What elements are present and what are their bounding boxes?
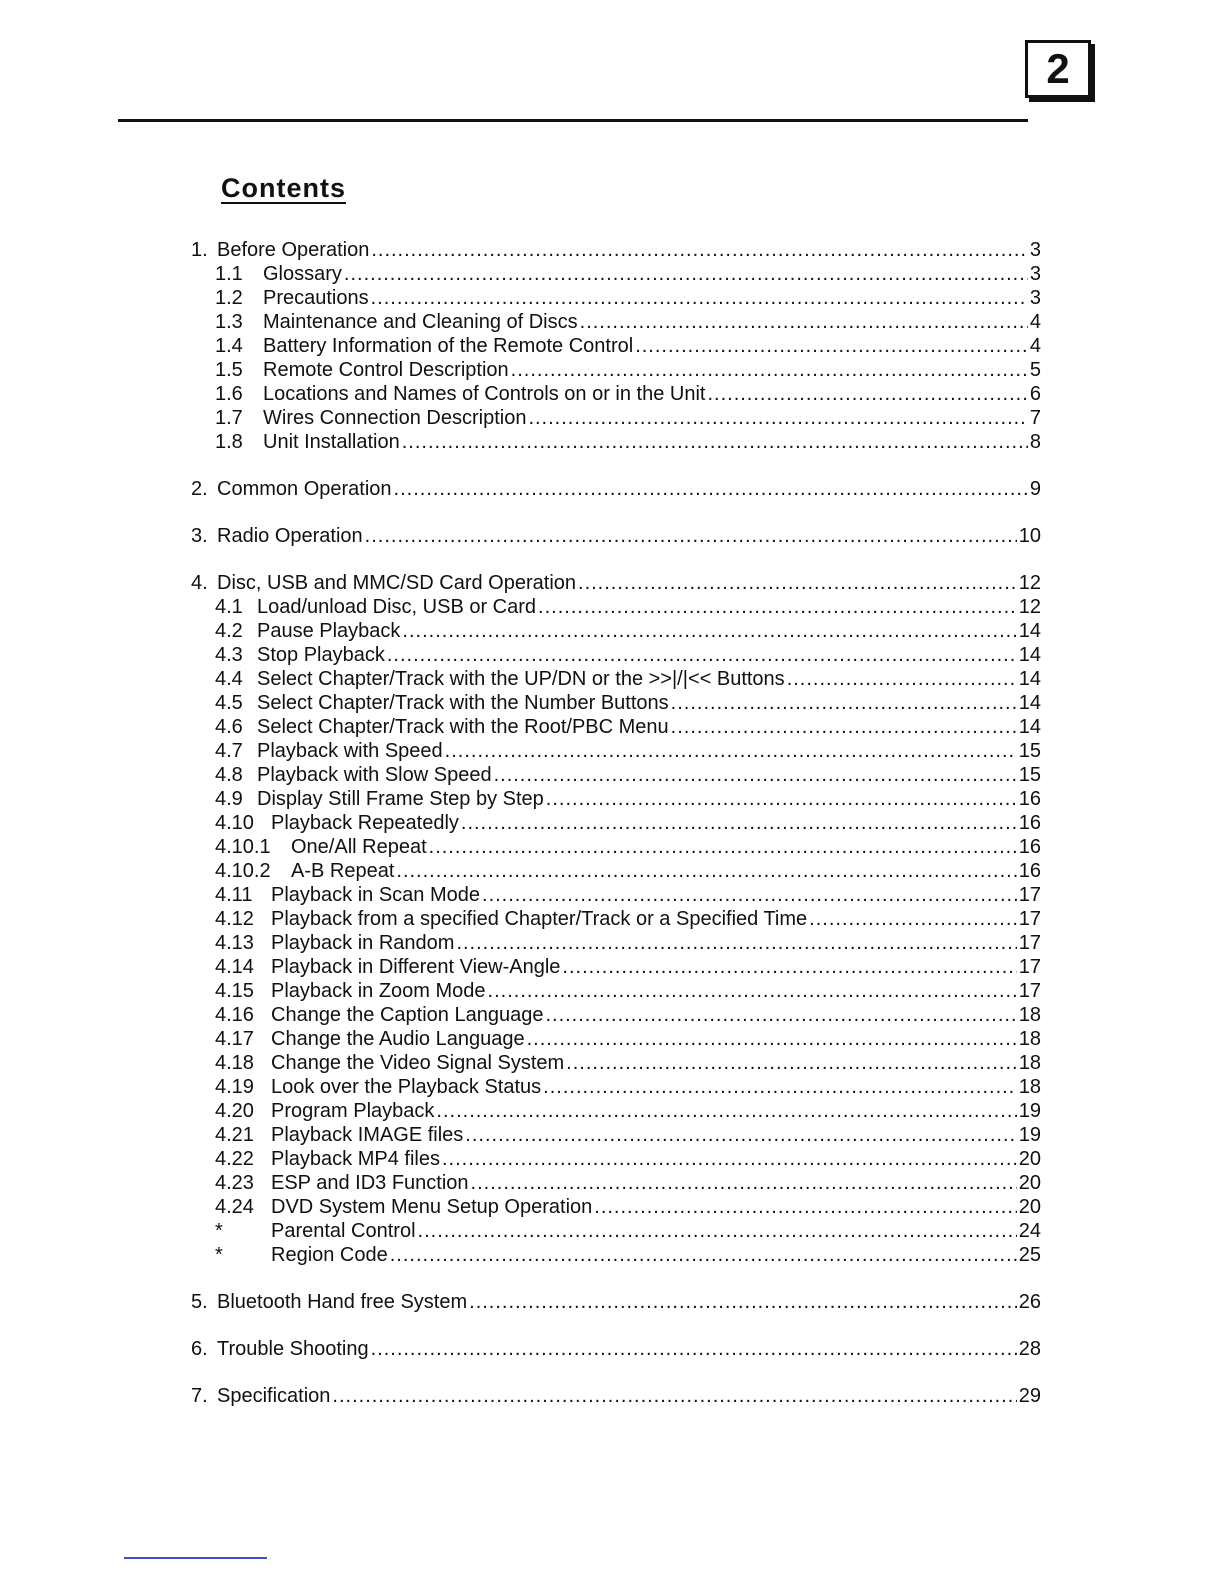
toc-subentry-label: Playback in Scan Mode (271, 884, 481, 906)
toc-leader-dots (396, 859, 1016, 883)
toc-leader-dots (442, 1147, 1017, 1171)
toc-subentry[interactable] (191, 430, 1041, 454)
toc-leader-dots (707, 382, 1027, 406)
toc-subentry-label: Change the Audio Language (271, 1028, 525, 1050)
toc-subentry[interactable] (191, 691, 1041, 715)
toc-entry-number: 1. (191, 239, 208, 261)
toc-entry[interactable] (191, 238, 1041, 262)
toc-entry-number: 5. (191, 1291, 208, 1313)
toc-subentry[interactable] (191, 835, 1041, 859)
toc-subentry-page: 4 (1029, 311, 1041, 333)
toc-subentry-page: 17 (1018, 932, 1041, 954)
toc-subentry[interactable] (191, 406, 1041, 430)
toc-subentry[interactable] (191, 1123, 1041, 1147)
toc-leader-dots (482, 883, 1017, 907)
toc-subentry-page: 15 (1018, 740, 1041, 762)
toc-leader-dots (580, 310, 1028, 334)
table-of-contents (191, 238, 1041, 1431)
toc-subentry-label: Maintenance and Cleaning of Discs (263, 311, 578, 333)
toc-subentry-label: Display Still Frame Step by Step (257, 788, 544, 810)
toc-subentry[interactable] (191, 907, 1041, 931)
toc-subentry-label: Unit Installation (263, 431, 400, 453)
toc-subentry-label: Parental Control (271, 1220, 416, 1242)
toc-subentry[interactable] (191, 643, 1041, 667)
toc-subentry[interactable] (191, 358, 1041, 382)
toc-leader-dots (371, 286, 1028, 310)
toc-subentry-label: Playback with Slow Speed (257, 764, 492, 786)
toc-subentry[interactable] (191, 931, 1041, 955)
toc-subentry-label: Playback in Zoom Mode (271, 980, 486, 1002)
toc-subentry-number: 4.16 (215, 1004, 254, 1026)
toc-section (191, 1337, 1041, 1361)
toc-subentry-number: 4.3 (215, 644, 243, 666)
toc-entry-label: Disc, USB and MMC/SD Card Operation (217, 572, 577, 594)
toc-subentry-page: 16 (1018, 812, 1041, 834)
toc-subentry[interactable] (191, 1219, 1041, 1243)
toc-subentry-page: 24 (1018, 1220, 1041, 1242)
toc-subentry-label: Glossary (263, 263, 342, 285)
toc-leader-dots (344, 262, 1028, 286)
toc-subentry-number: 4.9 (215, 788, 243, 810)
toc-subentry-number: 4.17 (215, 1028, 254, 1050)
toc-leader-dots (578, 571, 1017, 595)
toc-subentry-page: 20 (1018, 1172, 1041, 1194)
toc-leader-dots (371, 238, 1028, 262)
toc-entry-page: 29 (1018, 1385, 1041, 1407)
toc-entry-page: 3 (1029, 239, 1041, 261)
toc-subentry-page: 18 (1018, 1028, 1041, 1050)
toc-subentry-number: 4.18 (215, 1052, 254, 1074)
page-number-badge: 2 (1025, 40, 1091, 98)
toc-subentry-label: Region Code (271, 1244, 388, 1266)
toc-leader-dots (671, 715, 1017, 739)
toc-subentry[interactable] (191, 1195, 1041, 1219)
toc-entry-number: 2. (191, 478, 208, 500)
toc-subentry-page: 20 (1018, 1196, 1041, 1218)
toc-entry-label: Bluetooth Hand free System (217, 1291, 468, 1313)
toc-leader-dots (787, 667, 1017, 691)
toc-entry-label: Common Operation (217, 478, 392, 500)
toc-subentry-label: Locations and Names of Controls on or in the Unit (263, 383, 706, 405)
toc-subentry[interactable] (191, 1099, 1041, 1123)
toc-subentry-page: 17 (1018, 980, 1041, 1002)
toc-leader-dots (543, 1075, 1017, 1099)
toc-entry-page: 26 (1018, 1291, 1041, 1313)
toc-subentry[interactable] (191, 1003, 1041, 1027)
toc-entry-number: 4. (191, 572, 208, 594)
toc-subentry-number: * (215, 1244, 223, 1266)
toc-subentry-number: 4.7 (215, 740, 243, 762)
toc-subentry-page: 5 (1029, 359, 1041, 381)
toc-section (191, 238, 1041, 454)
toc-subentry-number: 4.23 (215, 1172, 254, 1194)
toc-entry-page: 9 (1029, 478, 1041, 500)
toc-leader-dots (402, 430, 1028, 454)
toc-subentry-label: Playback from a specified Chapter/Track or a Specified Time (271, 908, 808, 930)
toc-leader-dots (387, 643, 1017, 667)
toc-leader-dots (436, 1099, 1016, 1123)
toc-subentry-label: A-B Repeat (291, 860, 395, 882)
toc-subentry-number: 4.10 (215, 812, 254, 834)
toc-subentry[interactable] (191, 619, 1041, 643)
toc-subentry[interactable] (191, 739, 1041, 763)
toc-section (191, 1290, 1041, 1314)
toc-subentry[interactable] (191, 715, 1041, 739)
toc-subentry-page: 16 (1018, 836, 1041, 858)
toc-leader-dots (469, 1290, 1017, 1314)
toc-leader-dots (456, 931, 1016, 955)
toc-subentry-number: 1.8 (215, 431, 243, 453)
toc-entry[interactable] (191, 571, 1041, 595)
toc-subentry[interactable] (191, 955, 1041, 979)
toc-leader-dots (332, 1384, 1016, 1408)
toc-leader-dots (546, 787, 1017, 811)
toc-subentry-number: 1.6 (215, 383, 243, 405)
toc-subentry-number: 4.1 (215, 596, 243, 618)
toc-subentry-label: Playback IMAGE files (271, 1124, 464, 1146)
toc-subentry-number: 4.4 (215, 668, 243, 690)
toc-entry-label: Trouble Shooting (217, 1338, 369, 1360)
toc-subentry-number: 4.14 (215, 956, 254, 978)
toc-subentry[interactable] (191, 310, 1041, 334)
toc-subentry-label: Playback Repeatedly (271, 812, 459, 834)
toc-leader-dots (461, 811, 1017, 835)
toc-leader-dots (545, 1003, 1016, 1027)
toc-subentry-number: 4.19 (215, 1076, 254, 1098)
toc-subentry-label: DVD System Menu Setup Operation (271, 1196, 593, 1218)
toc-subentry[interactable] (191, 883, 1041, 907)
toc-leader-dots (465, 1123, 1016, 1147)
toc-subentry-page: 18 (1018, 1052, 1041, 1074)
toc-subentry-page: 14 (1018, 668, 1041, 690)
toc-subentry-number: 4.20 (215, 1100, 254, 1122)
toc-subentry-number: 1.3 (215, 311, 243, 333)
toc-section (191, 571, 1041, 1267)
toc-subentry-page: 3 (1029, 287, 1041, 309)
toc-subentry-page: 18 (1018, 1004, 1041, 1026)
toc-subentry-label: Stop Playback (257, 644, 385, 666)
toc-subentry-page: 7 (1029, 407, 1041, 429)
toc-subentry-number: 4.8 (215, 764, 243, 786)
toc-subentry-page: 6 (1029, 383, 1041, 405)
toc-entry[interactable] (191, 477, 1041, 501)
toc-subentry-number: 1.7 (215, 407, 243, 429)
toc-subentry-number: 1.1 (215, 263, 243, 285)
toc-subentry-number: 1.4 (215, 335, 243, 357)
toc-subentry[interactable] (191, 1147, 1041, 1171)
toc-leader-dots (528, 406, 1027, 430)
toc-subentry[interactable] (191, 286, 1041, 310)
toc-leader-dots (594, 1195, 1016, 1219)
toc-subentry-label: Playback in Random (271, 932, 455, 954)
toc-entry-label: Radio Operation (217, 525, 363, 547)
toc-subentry[interactable] (191, 1075, 1041, 1099)
toc-entry[interactable] (191, 1384, 1041, 1408)
toc-entry-page: 10 (1018, 525, 1041, 547)
toc-subentry-number: 4.13 (215, 932, 254, 954)
toc-subentry-label: Precautions (263, 287, 369, 309)
toc-leader-dots (429, 835, 1017, 859)
toc-leader-dots (494, 763, 1017, 787)
toc-entry-page: 12 (1018, 572, 1041, 594)
page-title: Contents (221, 173, 346, 203)
toc-subentry-page: 25 (1018, 1244, 1041, 1266)
toc-leader-dots (511, 358, 1028, 382)
toc-subentry-label: One/All Repeat (291, 836, 427, 858)
footer-rule (124, 1557, 267, 1559)
toc-section (191, 524, 1041, 548)
toc-subentry-page: 19 (1018, 1124, 1041, 1146)
toc-subentry[interactable] (191, 382, 1041, 406)
toc-subentry-label: Program Playback (271, 1100, 435, 1122)
toc-subentry-page: 16 (1018, 860, 1041, 882)
toc-subentry-label: Change the Video Signal System (271, 1052, 565, 1074)
toc-leader-dots (445, 739, 1017, 763)
toc-leader-dots (635, 334, 1028, 358)
toc-entry-label: Before Operation (217, 239, 370, 261)
header-rule (118, 119, 1028, 122)
toc-subentry-label: Remote Control Description (263, 359, 509, 381)
toc-subentry-page: 20 (1018, 1148, 1041, 1170)
toc-subentry-label: Select Chapter/Track with the Number Buttons (257, 692, 669, 714)
toc-subentry-number: 4.22 (215, 1148, 254, 1170)
toc-entry[interactable] (191, 1290, 1041, 1314)
toc-subentry-page: 4 (1029, 335, 1041, 357)
toc-leader-dots (562, 955, 1016, 979)
toc-leader-dots (488, 979, 1017, 1003)
toc-subentry-number: 4.6 (215, 716, 243, 738)
toc-entry-page: 28 (1018, 1338, 1041, 1360)
toc-subentry-page: 17 (1018, 908, 1041, 930)
toc-subentry[interactable] (191, 1027, 1041, 1051)
toc-subentry-label: Change the Caption Language (271, 1004, 544, 1026)
toc-subentry[interactable] (191, 787, 1041, 811)
toc-entry-number: 6. (191, 1338, 208, 1360)
toc-subentry[interactable] (191, 262, 1041, 286)
toc-subentry-page: 17 (1018, 956, 1041, 978)
toc-subentry-number: 4.10.1 (215, 836, 271, 858)
toc-subentry[interactable] (191, 811, 1041, 835)
toc-subentry-number: * (215, 1220, 223, 1242)
toc-subentry-page: 15 (1018, 764, 1041, 786)
toc-section (191, 477, 1041, 501)
toc-subentry[interactable] (191, 859, 1041, 883)
toc-subentry-number: 4.10.2 (215, 860, 271, 882)
toc-subentry[interactable] (191, 595, 1041, 619)
toc-subentry-label: Look over the Playback Status (271, 1076, 542, 1098)
toc-leader-dots (671, 691, 1017, 715)
toc-subentry-label: Playback MP4 files (271, 1148, 440, 1170)
toc-subentry-page: 12 (1018, 596, 1041, 618)
toc-subentry-page: 14 (1018, 644, 1041, 666)
toc-subentry-page: 16 (1018, 788, 1041, 810)
toc-leader-dots (390, 1243, 1017, 1267)
toc-leader-dots (809, 907, 1017, 931)
toc-subentry-label: Select Chapter/Track with the UP/DN or the >>|/|<< Buttons (257, 668, 785, 690)
toc-subentry-label: Pause Playback (257, 620, 401, 642)
toc-subentry-label: Wires Connection Description (263, 407, 527, 429)
toc-leader-dots (394, 477, 1028, 501)
toc-entry[interactable] (191, 524, 1041, 548)
toc-leader-dots (371, 1337, 1017, 1361)
toc-subentry-page: 14 (1018, 620, 1041, 642)
toc-subentry[interactable] (191, 1171, 1041, 1195)
toc-subentry-page: 14 (1018, 692, 1041, 714)
toc-leader-dots (566, 1051, 1017, 1075)
toc-leader-dots (471, 1171, 1017, 1195)
toc-subentry-label: Playback with Speed (257, 740, 443, 762)
toc-entry-number: 7. (191, 1385, 208, 1407)
toc-subentry[interactable] (191, 979, 1041, 1003)
toc-subentry[interactable] (191, 334, 1041, 358)
toc-leader-dots (418, 1219, 1017, 1243)
toc-subentry-number: 4.21 (215, 1124, 254, 1146)
toc-subentry[interactable] (191, 1243, 1041, 1267)
toc-leader-dots (538, 595, 1017, 619)
toc-subentry-number: 4.11 (215, 884, 253, 906)
toc-subentry-number: 1.5 (215, 359, 243, 381)
toc-subentry-label: Load/unload Disc, USB or Card (257, 596, 537, 618)
toc-subentry-label: Select Chapter/Track with the Root/PBC Menu (257, 716, 669, 738)
toc-leader-dots (402, 619, 1016, 643)
toc-subentry[interactable] (191, 667, 1041, 691)
toc-subentry-page: 3 (1029, 263, 1041, 285)
toc-subentry-number: 4.15 (215, 980, 254, 1002)
toc-section (191, 1384, 1041, 1408)
toc-subentry[interactable] (191, 1051, 1041, 1075)
toc-entry-number: 3. (191, 525, 208, 547)
toc-subentry-number: 1.2 (215, 287, 243, 309)
toc-subentry-number: 4.12 (215, 908, 254, 930)
toc-subentry-label: Battery Information of the Remote Control (263, 335, 634, 357)
toc-entry[interactable] (191, 1337, 1041, 1361)
toc-subentry-number: 4.5 (215, 692, 243, 714)
toc-leader-dots (365, 524, 1017, 548)
toc-subentry-page: 17 (1018, 884, 1041, 906)
toc-subentry-number: 4.2 (215, 620, 243, 642)
toc-subentry-page: 14 (1018, 716, 1041, 738)
toc-subentry-label: ESP and ID3 Function (271, 1172, 469, 1194)
toc-subentry-number: 4.24 (215, 1196, 254, 1218)
toc-leader-dots (527, 1027, 1017, 1051)
toc-subentry-page: 19 (1018, 1100, 1041, 1122)
toc-subentry-label: Playback in Different View-Angle (271, 956, 561, 978)
toc-subentry-page: 8 (1029, 431, 1041, 453)
toc-entry-label: Specification (217, 1385, 331, 1407)
toc-subentry-page: 18 (1018, 1076, 1041, 1098)
toc-subentry[interactable] (191, 763, 1041, 787)
